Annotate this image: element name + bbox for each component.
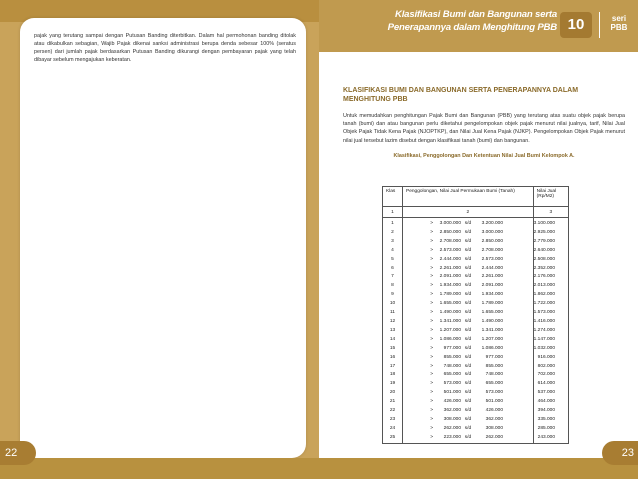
range-upper: 501.000 — [485, 399, 503, 405]
cell-range — [403, 238, 534, 247]
cell-klas: 5 — [383, 256, 403, 265]
col-number-2: 2 — [403, 207, 534, 218]
right-page-body — [343, 86, 625, 159]
range-greater-than: > — [430, 354, 433, 360]
range-lower: 308.000 — [443, 416, 461, 422]
cell-klas: 24 — [383, 425, 403, 434]
cell-nilai-jual: 614.000 — [533, 380, 568, 389]
range-upper: 655.000 — [485, 381, 503, 387]
range-greater-than: > — [430, 265, 433, 271]
range-upper: 2.850.000 — [481, 238, 503, 244]
cell-range — [403, 318, 534, 327]
range-greater-than: > — [430, 372, 433, 378]
range-lower: 1.207.000 — [439, 327, 461, 333]
table-row — [383, 380, 569, 389]
right-page — [319, 0, 638, 479]
range-upper: 1.789.000 — [481, 301, 503, 307]
cell-nilai-jual: 1.573.000 — [533, 309, 568, 318]
header-title — [357, 9, 557, 34]
table-row — [383, 371, 569, 380]
range-lower: 1.341.000 — [439, 318, 461, 324]
range-sd: s/d — [464, 363, 472, 369]
table-row — [383, 247, 569, 256]
table-row — [383, 389, 569, 398]
cell-nilai-jual: 2.013.000 — [533, 282, 568, 291]
range-lower: 426.000 — [443, 399, 461, 405]
series-label — [603, 14, 635, 32]
series-label-line2: PBB — [610, 23, 628, 32]
table-row — [383, 425, 569, 434]
cell-nilai-jual: 702.000 — [533, 371, 568, 380]
range-lower: 2.091.000 — [439, 274, 461, 280]
cell-range — [403, 336, 534, 345]
range-upper: 1.934.000 — [481, 292, 503, 298]
table-body — [383, 218, 569, 444]
cell-klas: 7 — [383, 273, 403, 282]
range-sd: s/d — [464, 345, 472, 351]
cell-klas: 14 — [383, 336, 403, 345]
table-row — [383, 300, 569, 309]
range-greater-than: > — [430, 221, 433, 226]
range-sd: s/d — [464, 238, 472, 244]
range-sd: s/d — [464, 390, 472, 396]
cell-nilai-jual: 2.925.000 — [533, 229, 568, 238]
table-row — [383, 265, 569, 274]
cell-range — [403, 380, 534, 389]
table-row — [383, 336, 569, 345]
range-sd: s/d — [464, 301, 472, 307]
cell-nilai-jual: 2.176.000 — [533, 273, 568, 282]
range-lower: 2.573.000 — [439, 247, 461, 253]
cell-nilai-jual: 335.000 — [533, 416, 568, 425]
header-divider — [599, 12, 600, 38]
cell-nilai-jual: 2.508.000 — [533, 256, 568, 265]
cell-nilai-jual: 1.862.000 — [533, 291, 568, 300]
table-row — [383, 218, 569, 229]
range-sd: s/d — [464, 327, 472, 333]
cell-nilai-jual: 1.274.000 — [533, 327, 568, 336]
cell-nilai-jual: 2.352.000 — [533, 265, 568, 274]
range-lower: 655.000 — [443, 372, 461, 378]
cell-klas: 3 — [383, 238, 403, 247]
cell-klas: 17 — [383, 363, 403, 372]
left-bottom-band — [0, 458, 319, 479]
page-number-left: 22 — [0, 441, 36, 465]
range-upper: 1.086.000 — [481, 345, 503, 351]
range-lower: 573.000 — [443, 381, 461, 387]
range-greater-than: > — [430, 238, 433, 244]
cell-klas: 21 — [383, 398, 403, 407]
range-greater-than: > — [430, 283, 433, 289]
table-row — [383, 345, 569, 354]
cell-nilai-jual: 1.416.000 — [533, 318, 568, 327]
range-upper: 2.261.000 — [481, 274, 503, 280]
intro-paragraph: Untuk memudahkan penghitungan Pajak Bumi dan Bangunan (PBB) yang terutang atas suatu objek pajak berupa tanah (bumi) dan atau bangunan perlu diketahui pengelompokan objek pajak menurut nilai jualnya, tarif, Nilai Jual Objek Pajak Tidak Kena Pajak (NJOPTKP), dan Nilai Jual Kena Pajak (NJKP). Pengelompokan Objek Pajak menurut nilai jual tersebut lazim disebut dengan klasifikasi tanah (bumi) dan bangunan. — [343, 113, 625, 144]
cell-range — [403, 265, 534, 274]
cell-klas: 10 — [383, 300, 403, 309]
range-upper: 3.000.000 — [481, 229, 503, 235]
range-sd: s/d — [464, 256, 472, 262]
range-greater-than: > — [430, 274, 433, 280]
header-nilai-jual: Nilai Jual (Rp/M2) — [533, 187, 568, 207]
cell-range — [403, 247, 534, 256]
table-row — [383, 256, 569, 265]
range-upper: 2.091.000 — [481, 283, 503, 289]
cell-range — [403, 309, 534, 318]
cell-klas: 8 — [383, 282, 403, 291]
cell-range — [403, 345, 534, 354]
range-lower: 2.850.000 — [439, 229, 461, 235]
range-sd: s/d — [464, 247, 472, 253]
range-upper: 3.200.000 — [481, 221, 503, 226]
range-lower: 855.000 — [443, 354, 461, 360]
cell-klas: 20 — [383, 389, 403, 398]
cell-klas: 2 — [383, 229, 403, 238]
cell-range — [403, 273, 534, 282]
range-sd: s/d — [464, 318, 472, 324]
range-greater-than: > — [430, 292, 433, 298]
range-sd: s/d — [464, 283, 472, 289]
cell-range — [403, 371, 534, 380]
cell-range — [403, 291, 534, 300]
cell-klas: 11 — [383, 309, 403, 318]
range-sd: s/d — [464, 221, 472, 226]
left-paragraph: pajak yang terutang sampai dengan Putusan Banding diterbitkan. Dalam hal permohonan banding ditolak atau dikabulkan sebagian, Wajib Pajak dikenai sanksi administrasi berupa denda sebesar 100% (seratus persen) dari jumlah pajak berdasarkan Putusan Banding dikurangi dengan pembayaran pajak yang telah dibayar sebelum mengajukan keberatan. — [34, 33, 296, 64]
range-sd: s/d — [464, 408, 472, 414]
cell-klas: 18 — [383, 371, 403, 380]
cell-klas: 13 — [383, 327, 403, 336]
range-greater-than: > — [430, 318, 433, 324]
header-title-line1: Klasifikasi Bumi dan Bangunan serta — [394, 9, 557, 20]
range-upper: 1.655.000 — [481, 310, 503, 316]
header-penggolongan: Penggolongan, Nilai Jual Permukaan Bumi (Tanah) — [403, 187, 534, 207]
cell-range — [403, 229, 534, 238]
cell-nilai-jual: 537.000 — [533, 389, 568, 398]
series-number-badge: 10 — [560, 12, 592, 38]
range-lower: 1.789.000 — [439, 292, 461, 298]
range-greater-than: > — [430, 390, 433, 396]
range-greater-than: > — [430, 408, 433, 414]
range-greater-than: > — [430, 434, 433, 440]
range-sd: s/d — [464, 229, 472, 235]
range-upper: 2.708.000 — [481, 247, 503, 253]
range-sd: s/d — [464, 265, 472, 271]
table-row — [383, 416, 569, 425]
range-sd: s/d — [464, 310, 472, 316]
range-greater-than: > — [430, 310, 433, 316]
table-row — [383, 434, 569, 443]
cell-nilai-jual: 1.722.000 — [533, 300, 568, 309]
range-lower: 2.444.000 — [439, 256, 461, 262]
table-caption: Klasifikasi, Penggolongan Dan Ketentuan Nilai Jual Bumi Kelompok A. — [393, 152, 575, 159]
cell-klas: 12 — [383, 318, 403, 327]
range-sd: s/d — [464, 274, 472, 280]
range-upper: 426.000 — [485, 408, 503, 414]
table-row — [383, 273, 569, 282]
range-sd: s/d — [464, 354, 472, 360]
cell-range — [403, 407, 534, 416]
left-content-sheet — [20, 18, 306, 458]
table-row — [383, 238, 569, 247]
cell-klas: 9 — [383, 291, 403, 300]
range-greater-than: > — [430, 381, 433, 387]
range-greater-than: > — [430, 247, 433, 253]
classification-table — [382, 186, 569, 444]
range-sd: s/d — [464, 336, 472, 342]
cell-klas: 16 — [383, 354, 403, 363]
range-sd: s/d — [464, 416, 472, 422]
cell-klas: 4 — [383, 247, 403, 256]
range-sd: s/d — [464, 399, 472, 405]
cell-range — [403, 327, 534, 336]
range-lower: 1.086.000 — [439, 336, 461, 342]
range-lower: 1.655.000 — [439, 301, 461, 307]
cell-nilai-jual: 916.000 — [533, 354, 568, 363]
range-lower: 748.000 — [443, 363, 461, 369]
cell-klas: 23 — [383, 416, 403, 425]
range-greater-than: > — [430, 229, 433, 235]
cell-nilai-jual: 285.000 — [533, 425, 568, 434]
range-upper: 1.490.000 — [481, 318, 503, 324]
cell-range — [403, 363, 534, 372]
cell-range — [403, 300, 534, 309]
range-greater-than: > — [430, 256, 433, 262]
range-sd: s/d — [464, 434, 472, 440]
range-greater-than: > — [430, 336, 433, 342]
table-row — [383, 291, 569, 300]
table-row — [383, 318, 569, 327]
header-title-line2: Penerapannya dalam Menghitung PBB — [387, 21, 557, 33]
cell-nilai-jual: 464.000 — [533, 398, 568, 407]
cell-nilai-jual: 243.000 — [533, 434, 568, 443]
col-number-1: 1 — [383, 207, 403, 218]
range-upper: 308.000 — [485, 425, 503, 431]
cell-klas: 15 — [383, 345, 403, 354]
cell-klas: 22 — [383, 407, 403, 416]
cell-nilai-jual: 802.000 — [533, 363, 568, 372]
range-sd: s/d — [464, 425, 472, 431]
table-row — [383, 309, 569, 318]
col-number-3: 3 — [533, 207, 568, 218]
page-number-right: 23 — [602, 441, 638, 465]
range-upper: 573.000 — [485, 390, 503, 396]
range-greater-than: > — [430, 425, 433, 431]
table-row — [383, 398, 569, 407]
cell-range — [403, 354, 534, 363]
range-upper: 977.000 — [485, 354, 503, 360]
cell-nilai-jual: 1.147.000 — [533, 336, 568, 345]
range-lower: 1.934.000 — [439, 283, 461, 289]
range-upper: 1.207.000 — [481, 336, 503, 342]
range-upper: 262.000 — [485, 434, 503, 440]
range-greater-than: > — [430, 327, 433, 333]
range-lower: 262.000 — [443, 425, 461, 431]
range-sd: s/d — [464, 372, 472, 378]
cell-nilai-jual: 1.032.000 — [533, 345, 568, 354]
table-row — [383, 354, 569, 363]
cell-nilai-jual: 3.100.000 — [533, 218, 568, 229]
range-lower: 2.261.000 — [439, 265, 461, 271]
left-page-text — [34, 32, 296, 64]
range-lower: 223.000 — [443, 434, 461, 440]
range-lower: 362.000 — [443, 408, 461, 414]
cell-range — [403, 416, 534, 425]
table-row — [383, 229, 569, 238]
range-upper: 362.000 — [485, 416, 503, 422]
range-greater-than: > — [430, 416, 433, 422]
range-lower: 501.000 — [443, 390, 461, 396]
cell-range — [403, 425, 534, 434]
page-header — [319, 0, 638, 52]
cell-range — [403, 218, 534, 229]
range-lower: 1.490.000 — [439, 310, 461, 316]
range-upper: 2.444.000 — [481, 265, 503, 271]
range-greater-than: > — [430, 363, 433, 369]
range-upper: 2.573.000 — [481, 256, 503, 262]
series-label-line1: seri — [611, 14, 627, 23]
cell-klas: 1 — [383, 218, 403, 229]
table-row — [383, 327, 569, 336]
range-greater-than: > — [430, 399, 433, 405]
cell-klas: 25 — [383, 434, 403, 443]
section-title: KLASIFIKASI BUMI DAN BANGUNAN SERTA PENERAPANNYA DALAM MENGHITUNG PBB — [343, 87, 579, 103]
range-sd: s/d — [464, 381, 472, 387]
range-lower: 2.708.000 — [439, 238, 461, 244]
right-bottom-band — [319, 458, 638, 479]
cell-range — [403, 389, 534, 398]
cell-nilai-jual: 2.640.000 — [533, 247, 568, 256]
range-upper: 748.000 — [485, 372, 503, 378]
cell-range — [403, 256, 534, 265]
cell-nilai-jual: 394.000 — [533, 407, 568, 416]
range-lower: 977.000 — [443, 345, 461, 351]
range-sd: s/d — [464, 292, 472, 298]
range-upper: 1.341.000 — [481, 327, 503, 333]
cell-range — [403, 434, 534, 443]
table-row — [383, 363, 569, 372]
range-greater-than: > — [430, 301, 433, 307]
range-greater-than: > — [430, 345, 433, 351]
table-row — [383, 282, 569, 291]
cell-klas: 6 — [383, 265, 403, 274]
range-lower: 3.000.000 — [439, 221, 461, 226]
cell-nilai-jual: 2.779.000 — [533, 238, 568, 247]
cell-range — [403, 398, 534, 407]
table-row — [383, 407, 569, 416]
header-klas: Klas — [383, 187, 403, 207]
cell-range — [403, 282, 534, 291]
range-upper: 855.000 — [485, 363, 503, 369]
cell-klas: 19 — [383, 380, 403, 389]
